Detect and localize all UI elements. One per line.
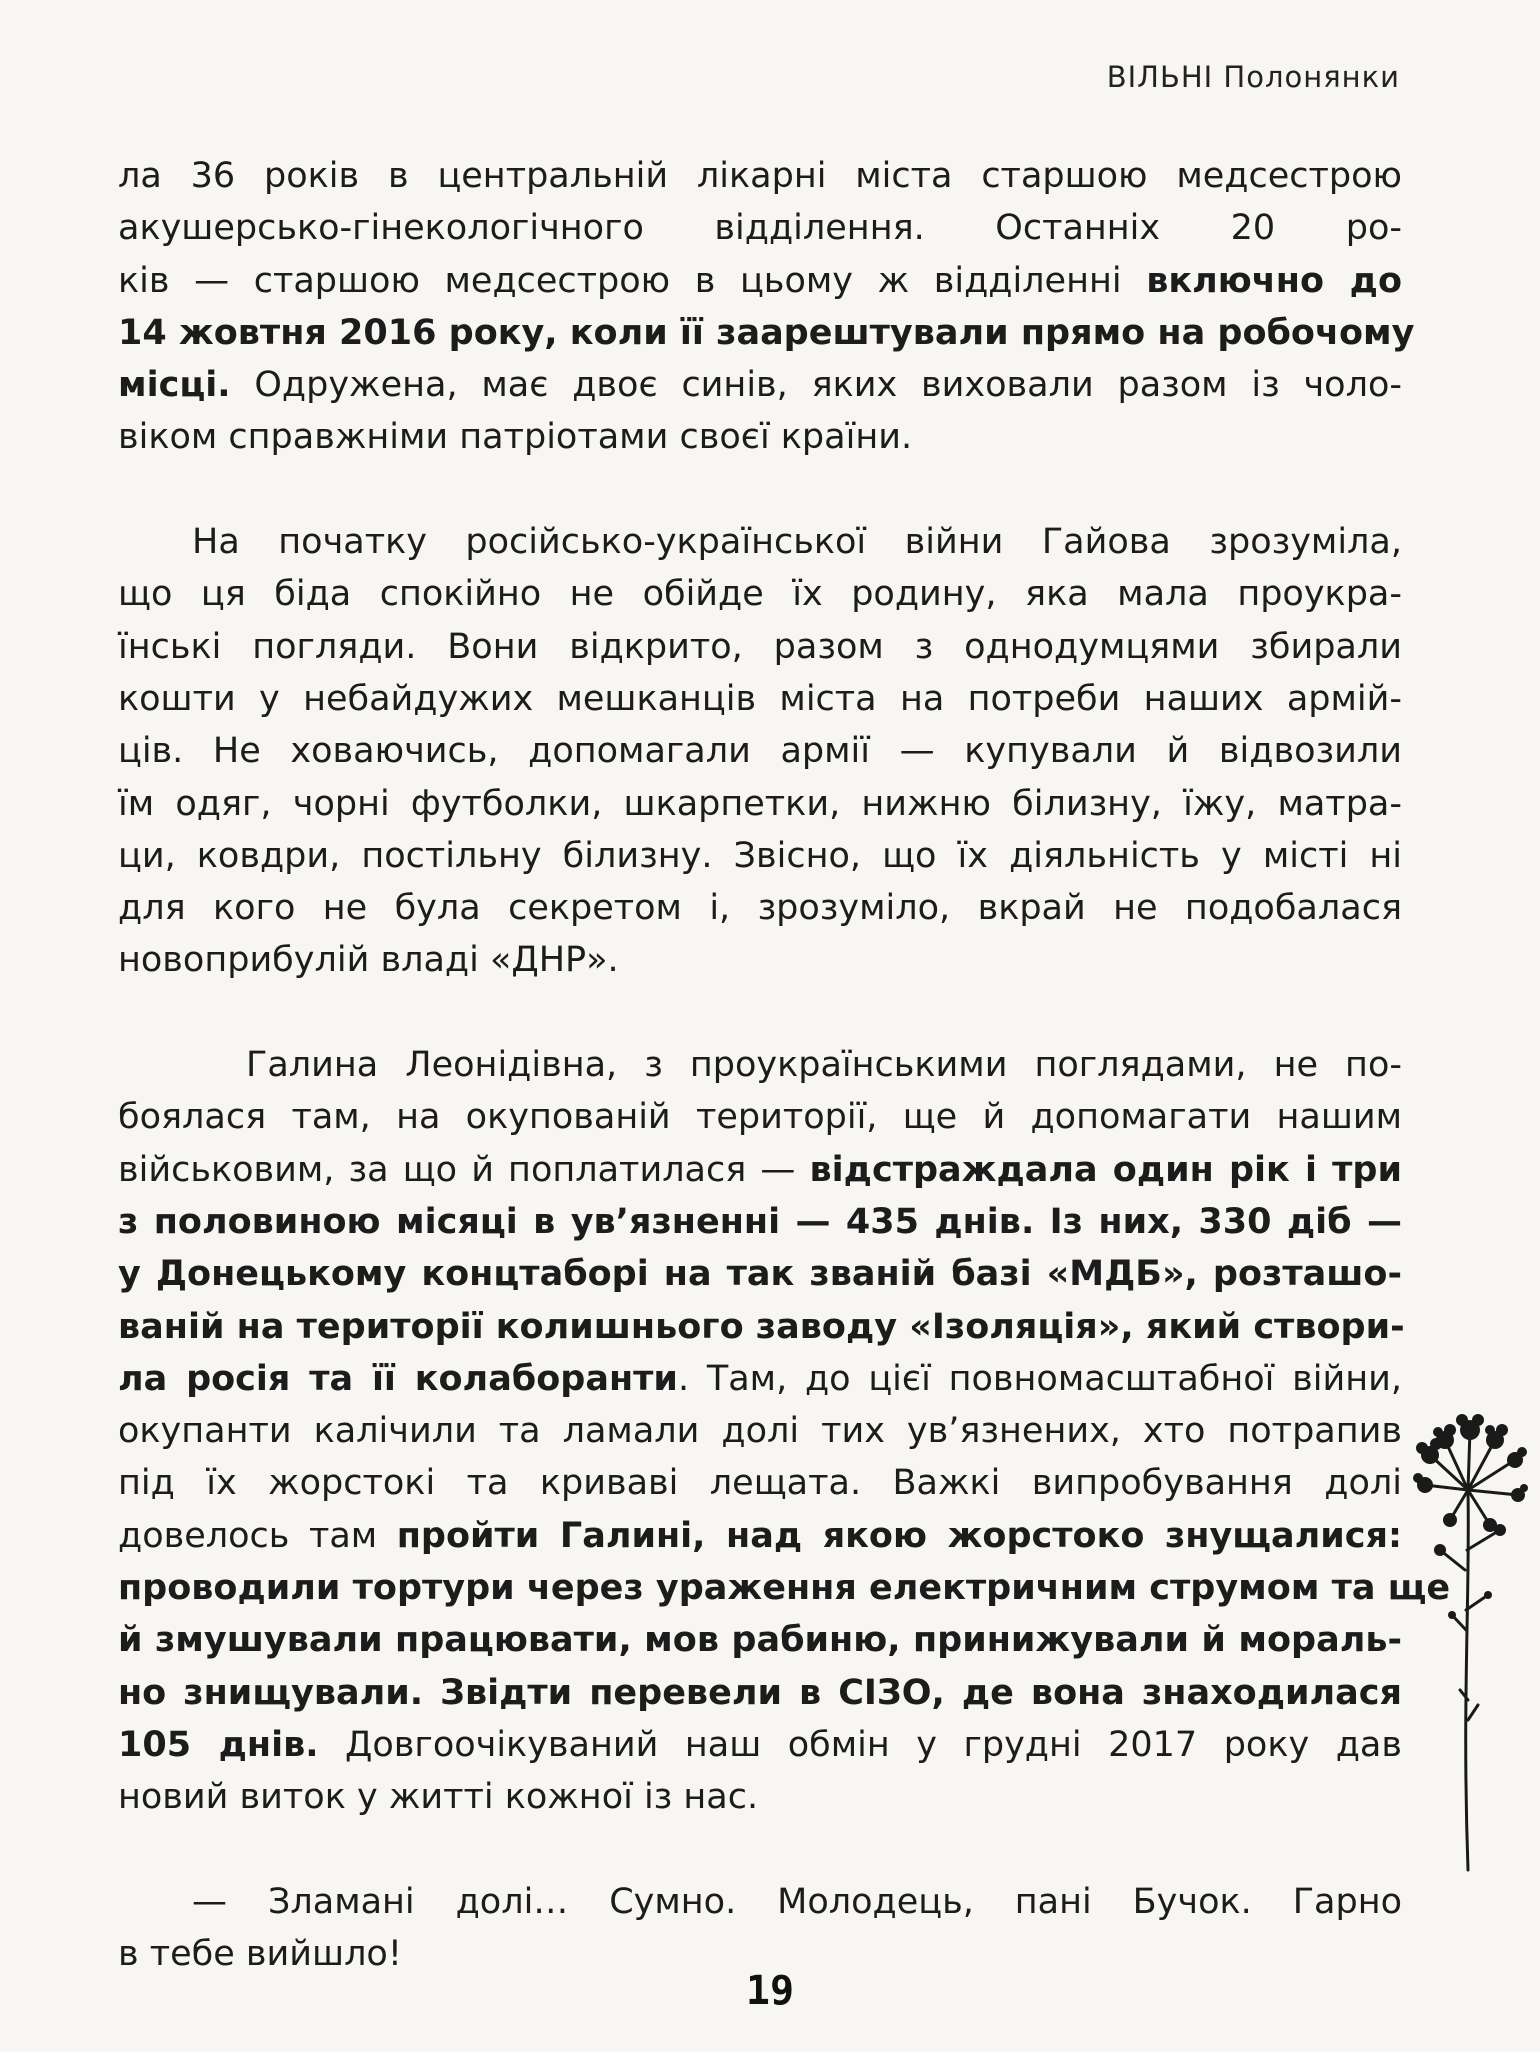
- paragraph: [118, 1039, 1451, 1823]
- text-line: ків — старшою медсестрою в цьому ж відділенні включно до: [118, 260, 1402, 301]
- text-line: для кого не була секретом і, зрозуміло, вкрай не подобалася: [118, 888, 1402, 929]
- text-line: новий виток у житті кожної із нас.: [118, 1777, 759, 1818]
- text-line: в тебе вийшло!: [118, 1934, 402, 1975]
- text-line: їм одяг, чорні футболки, шкарпетки, нижню білизну, їжу, матра-: [118, 783, 1402, 824]
- text-line: окупанти калічили та ламали долі тих ув’язнених, хто потрапив: [118, 1411, 1402, 1452]
- text-line: ців. Не ховаючись, допомагали армії — купували й відвозили: [118, 731, 1402, 772]
- text-line: — Зламані долі… Сумно. Молодець, пані Бучок. Гарно: [192, 1881, 1402, 1922]
- text-line: місці. Одружена, має двоє синів, яких виховали разом із чоло-: [118, 365, 1402, 406]
- text-line: ла 36 років в центральній лікарні міста старшою медсестрою: [118, 156, 1402, 196]
- text-line: 105 днів. Довгоочікуваний наш обмін у грудні 2017 року дав: [118, 1724, 1402, 1765]
- text-line: з половиною місяці в ув’язненні — 435 днів. Із них, 330 діб —: [118, 1201, 1402, 1242]
- text-line: На початку російсько-української війни Гайова зрозуміла,: [192, 522, 1402, 563]
- text-line: боялася там, на окупованій території, ще й допомагати нашим: [118, 1097, 1402, 1138]
- text-line: їнські погляди. Вони відкрито, разом з однодумцями збирали: [118, 626, 1402, 667]
- text-line: ваній на території колишнього заводу «Ізоляція», який створи-: [118, 1306, 1405, 1347]
- plant-illustration: [1410, 1400, 1530, 1880]
- paragraph: [118, 1876, 1402, 1981]
- body-text: [118, 150, 1451, 1980]
- text-line: довелось там пройти Галині, над якою жорстоко знущалися:: [118, 1515, 1402, 1556]
- text-line: новоприбулій владі «ДНР».: [118, 940, 619, 981]
- text-line: проводили тортури через ураження електричним струмом та ще: [118, 1568, 1451, 1609]
- paragraph: [118, 150, 1415, 464]
- text-line: віком справжніми патріотами своєї країни.: [118, 417, 913, 458]
- text-line: Галина Леонідівна, з проукраїнськими поглядами, не по-: [246, 1045, 1402, 1086]
- paragraph: [118, 516, 1402, 987]
- running-header: ВІЛЬНІ Полонянки: [1106, 60, 1400, 94]
- text-line: ци, ковдри, постільну білизну. Звісно, що їх діяльність у місті ні: [118, 835, 1402, 876]
- text-line: ла росія та її колаборанти. Там, до цієї повномасштабної війни,: [118, 1358, 1402, 1399]
- text-line: кошти у небайдужих мешканців міста на потреби наших армій-: [118, 678, 1402, 719]
- text-line: під їх жорстокі та криваві лещата. Важкі випробування долі: [118, 1463, 1402, 1504]
- text-line: 14 жовтня 2016 року, коли її заарештували прямо на робочому: [118, 312, 1415, 353]
- page-number: 19: [745, 1968, 795, 2014]
- text-line: у Донецькому концтаборі на так званій базі «МДБ», розташо-: [118, 1254, 1402, 1295]
- text-line: що ця біда спокійно не обійде їх родину, яка мала проукра-: [118, 574, 1402, 615]
- text-line: й змушували працювати, мов рабиню, принижували й мораль-: [118, 1620, 1402, 1661]
- text-line: но знищували. Звідти перевели в СІЗО, де вона знаходилася: [118, 1672, 1402, 1713]
- text-line: військовим, за що й поплатилася — відстраждала один рік і три: [118, 1149, 1402, 1190]
- text-line: акушерсько-гінекологічного відділення. Останніх 20 ро-: [118, 208, 1402, 249]
